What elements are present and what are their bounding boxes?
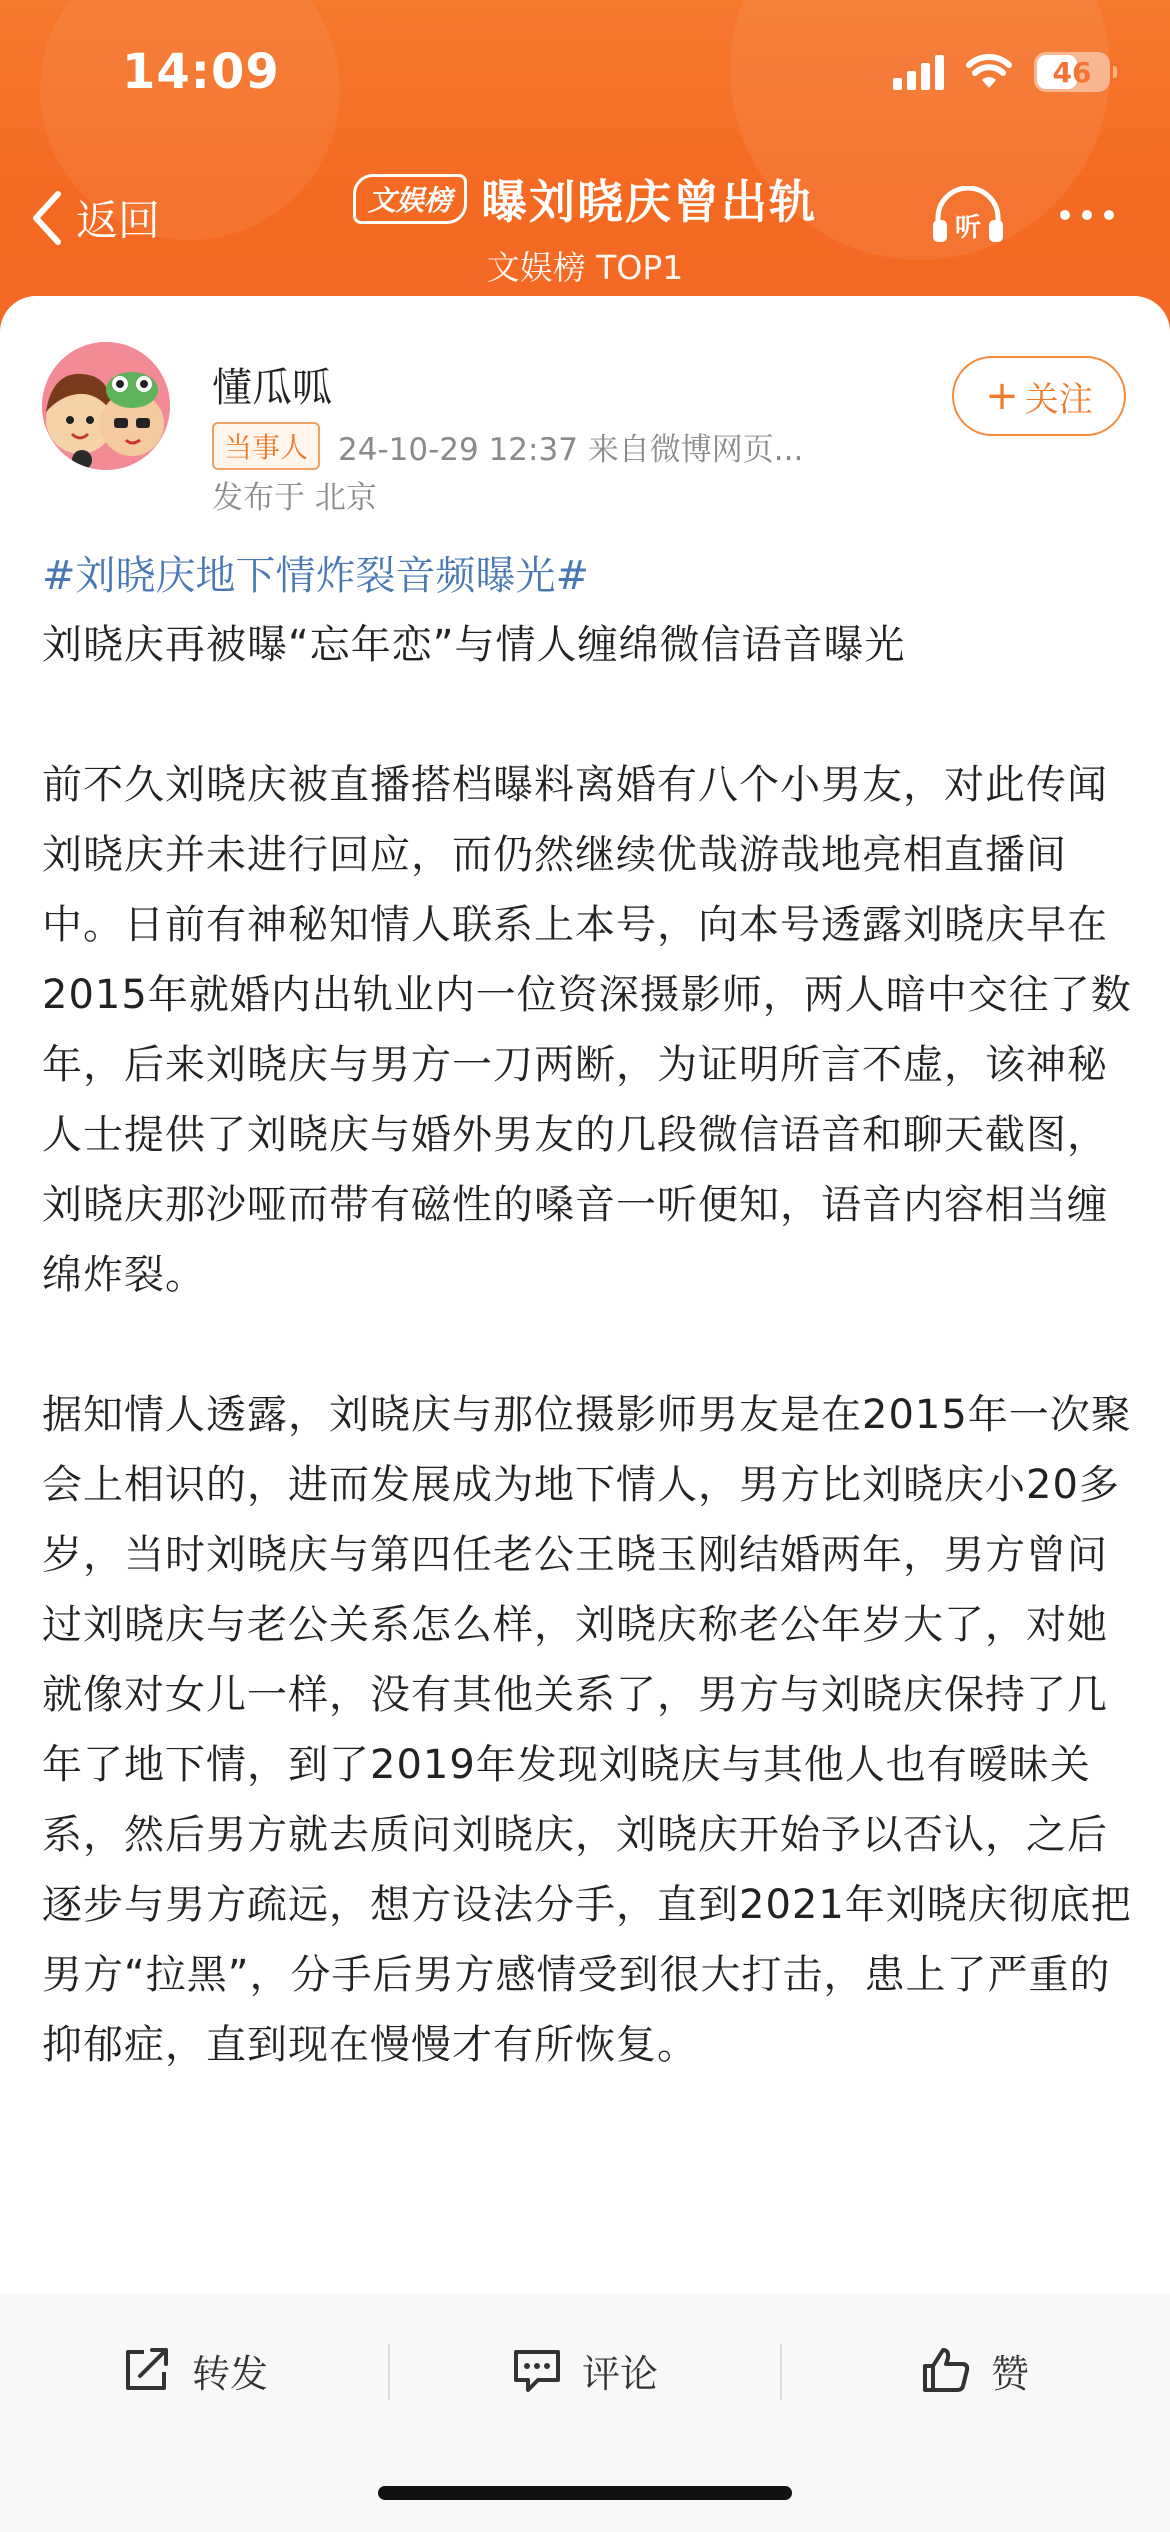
post-time-source: 24-10-29 12:37 来自微博网页... [338, 431, 804, 468]
hashtag-link[interactable]: #刘晓庆地下情炸裂音频曝光# [42, 553, 590, 599]
comment-icon [512, 2346, 562, 2394]
post-meta [212, 422, 803, 470]
share-icon [122, 2346, 172, 2394]
page-title: 曝刘晓庆曾出轨 [481, 175, 817, 229]
post-paragraph: 据知情人透露，刘晓庆与那位摄影师男友是在2015年一次聚会上相识的，进而发展成为地下情人，男方比刘晓庆小20多岁，当时刘晓庆与第四任老公王晓玉刚结婚两年，男方曾问过刘晓庆与老公关系怎么样，刘晓庆称老公年岁大了，对她就像对女儿一样，没有其他关系了，男方与刘晓庆保持了几年了地下情，到了2019年发现刘晓庆与其他人也有暧昧关系，然后男方就去质问刘晓庆，刘晓庆开始予以否认，之后逐步与男方疏远，想方设法分手，直到2021年刘晓庆彻底把男方“拉黑”，分手后男方感情受到很大打击，患上了严重的抑郁症，直到现在慢慢才有所恢复。 [42, 1392, 1132, 2068]
home-indicator[interactable] [378, 2486, 792, 2500]
like-label: 赞 [990, 2351, 1029, 2396]
comment-button[interactable] [390, 2330, 780, 2410]
follow-button[interactable] [952, 356, 1126, 436]
listen-button[interactable] [930, 186, 1006, 250]
wenyu-tag: 文娱榜 [353, 174, 467, 224]
page-subtitle: 文娱榜 TOP1 [486, 248, 684, 287]
post-headline: 刘晓庆再被曝“忘年恋”与情人缠绵微信语音曝光 [42, 622, 906, 668]
like-button[interactable] [780, 2330, 1170, 2410]
title-block [0, 166, 1170, 289]
divider [388, 2344, 390, 2400]
cellular-signal-icon [893, 54, 944, 90]
listen-label: 听 [954, 213, 982, 243]
headphones-icon [930, 186, 1006, 246]
post-body [42, 542, 1132, 2080]
battery-level: 46 [1052, 55, 1092, 89]
repost-button[interactable] [0, 2330, 390, 2410]
follow-label: 关注 [1024, 379, 1093, 420]
wifi-icon [966, 54, 1012, 90]
plus-icon: + [985, 373, 1019, 419]
post-card [0, 296, 1170, 2296]
divider [780, 2344, 782, 2400]
battery-icon [1034, 52, 1110, 92]
status-time: 14:09 [122, 44, 280, 100]
thumbs-up-icon [921, 2346, 971, 2394]
author-avatar[interactable] [42, 342, 170, 470]
more-options-icon[interactable] [1060, 210, 1114, 220]
post-paragraph: 前不久刘晓庆被直播搭档曝料离婚有八个小男友，对此传闻刘晓庆并未进行回应，而仍然继续优哉游哉地亮相直播间中。日前有神秘知情人联系上本号，向本号透露刘晓庆早在2015年就婚内出轨业内一位资深摄影师，两人暗中交往了数年，后来刘晓庆与男方一刀两断，为证明所言不虚，该神秘人士提供了刘晓庆与婚外男友的几段微信语音和聊天截图，刘晓庆那沙哑而带有磁性的嗓音一听便知，语音内容相当缠绵炸裂。 [42, 762, 1132, 1298]
top-header [0, 0, 1170, 330]
repost-label: 转发 [191, 2351, 268, 2396]
back-label: 返回 [76, 196, 161, 245]
status-icons [893, 52, 1110, 92]
author-name[interactable]: 懂瓜呱 [212, 365, 332, 411]
avatar-illustration-icon [42, 342, 170, 470]
post-location: 发布于 北京 [212, 480, 377, 516]
role-badge: 当事人 [212, 422, 320, 470]
comment-label: 评论 [581, 2351, 658, 2396]
